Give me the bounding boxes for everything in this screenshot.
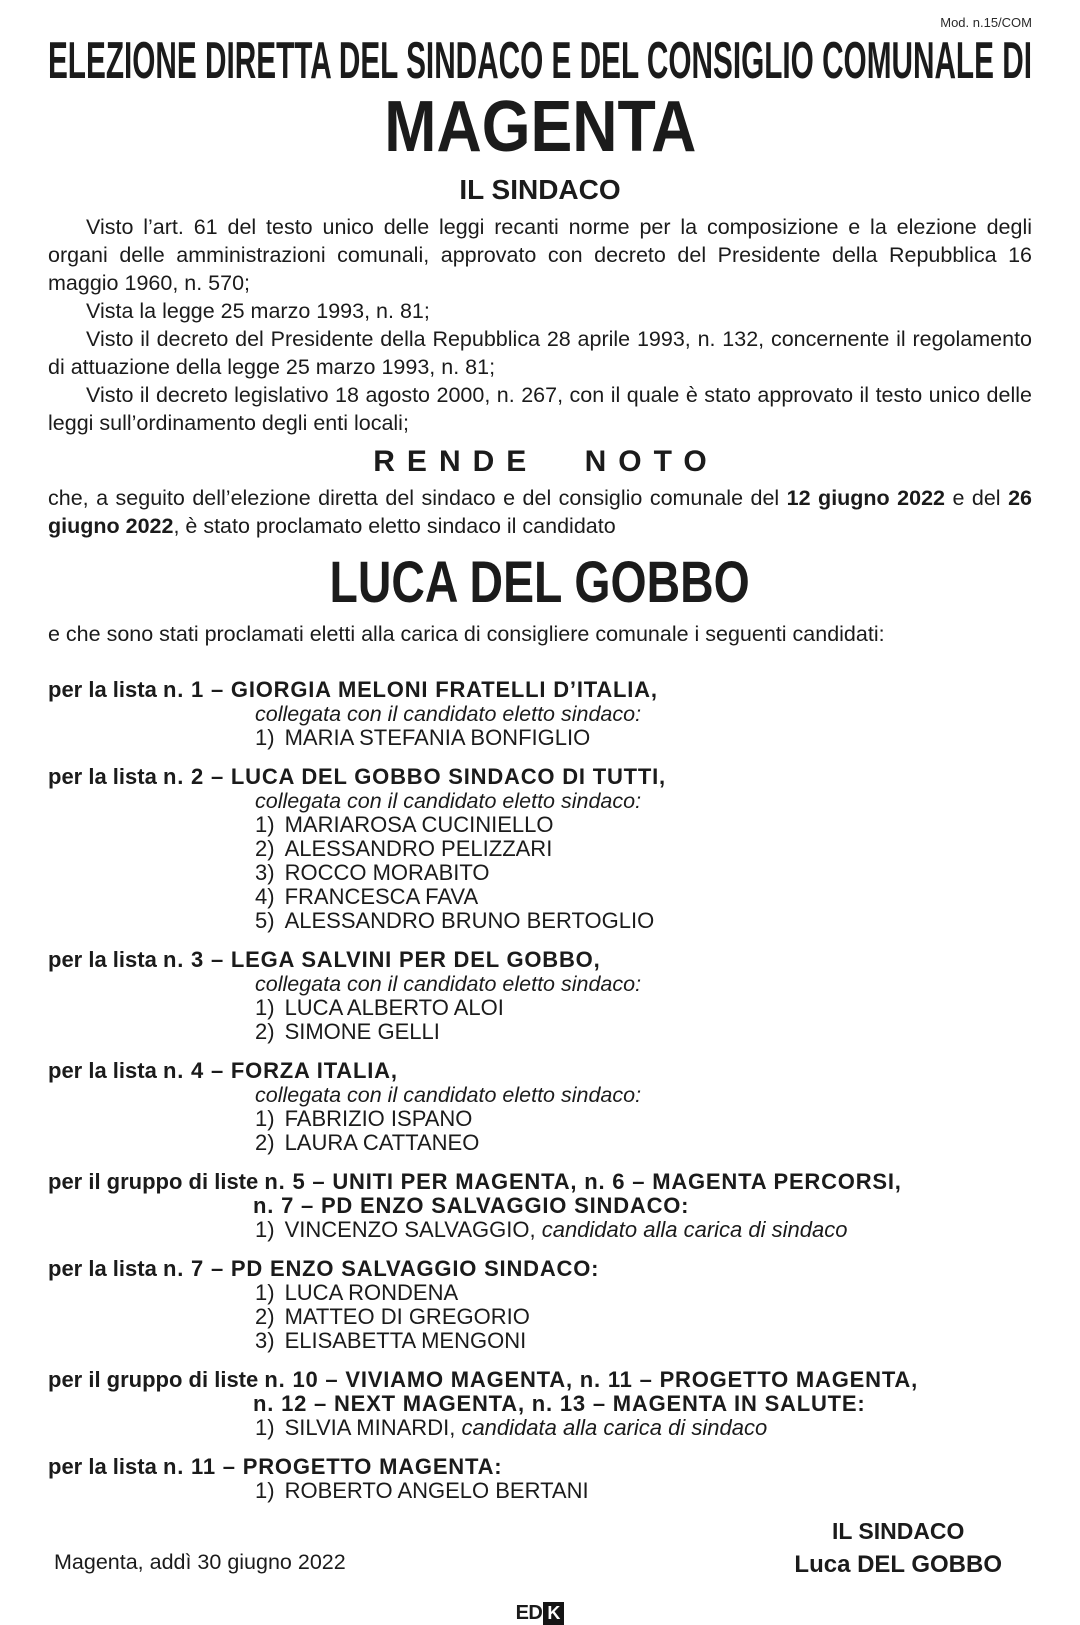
candidate-item bbox=[255, 837, 1032, 861]
list-header bbox=[48, 1455, 1032, 1479]
il-sindaco-heading: IL SINDACO bbox=[459, 173, 621, 205]
list-block bbox=[48, 1170, 1032, 1242]
candidate-item bbox=[255, 1107, 1032, 1131]
candidate-name: SILVIA MINARDI, bbox=[284, 1415, 456, 1441]
candidate-name: ALESSANDRO BRUNO BERTOGLIO bbox=[284, 908, 655, 934]
candidate-item bbox=[255, 813, 1032, 837]
list-header bbox=[48, 678, 1032, 702]
list-title: n. 11 – PROGETTO MAGENTA: bbox=[162, 1454, 503, 1480]
candidate-item bbox=[255, 909, 1032, 933]
election-date-1: 12 giugno 2022 bbox=[786, 486, 945, 511]
candidate-list bbox=[48, 1218, 1032, 1242]
candidate-list bbox=[48, 1281, 1032, 1353]
list-block bbox=[48, 678, 1032, 750]
municipality-row bbox=[48, 86, 1032, 167]
candidate-number: 1) bbox=[255, 1415, 275, 1441]
list-title: n. 10 – VIVIAMO MAGENTA, n. 11 – PROGETTO MAGENTA, bbox=[264, 1367, 919, 1393]
candidate-number: 1) bbox=[255, 1217, 275, 1243]
list-prefix: per la lista bbox=[48, 1058, 157, 1084]
elected-mayor-row bbox=[48, 550, 1032, 616]
candidate-number: 1) bbox=[255, 995, 275, 1021]
list-title: n. 2 – LUCA DEL GOBBO SINDACO DI TUTTI, bbox=[162, 764, 666, 790]
preamble-section bbox=[48, 213, 1032, 437]
list-block bbox=[48, 765, 1032, 933]
candidate-number: 1) bbox=[255, 1280, 275, 1306]
candidate-item bbox=[255, 1416, 1032, 1440]
list-header bbox=[48, 765, 1032, 789]
candidate-item bbox=[255, 1329, 1032, 1353]
list-header bbox=[48, 1059, 1032, 1083]
candidate-role-note: candidato alla carica di sindaco bbox=[541, 1217, 848, 1243]
candidate-number: 2) bbox=[255, 1019, 275, 1045]
candidate-number: 2) bbox=[255, 836, 275, 862]
list-title-line2: n. 7 – PD ENZO SALVAGGIO SINDACO: bbox=[253, 1193, 690, 1219]
list-block bbox=[48, 1368, 1032, 1440]
candidate-item bbox=[255, 726, 1032, 750]
candidate-name: VINCENZO SALVAGGIO, bbox=[284, 1217, 536, 1243]
candidate-item bbox=[255, 1020, 1032, 1044]
publisher-logo bbox=[48, 1602, 1032, 1625]
candidate-list bbox=[48, 1107, 1032, 1155]
list-prefix: per la lista bbox=[48, 764, 157, 790]
list-title: n. 4 – FORZA ITALIA, bbox=[162, 1058, 398, 1084]
list-prefix: per il gruppo di liste bbox=[48, 1367, 259, 1393]
candidate-number: 1) bbox=[255, 725, 275, 751]
list-prefix: per la lista bbox=[48, 677, 157, 703]
candidate-list bbox=[48, 1416, 1032, 1440]
candidate-name: LUCA ALBERTO ALOI bbox=[284, 995, 504, 1021]
candidate-name: LAURA CATTANEO bbox=[284, 1130, 480, 1156]
candidate-number: 2) bbox=[255, 1304, 275, 1330]
poster-title: ELEZIONE DIRETTA DEL SINDACO E DEL CONSIGLIO COMUNALE DI bbox=[48, 32, 1032, 90]
candidate-item bbox=[255, 1131, 1032, 1155]
candidate-number: 4) bbox=[255, 884, 275, 910]
publisher-logo-boxed-letter: K bbox=[543, 1602, 564, 1625]
list-header bbox=[48, 1170, 1032, 1194]
list-note: collegata con il candidato eletto sindaco: bbox=[255, 972, 642, 997]
list-prefix: per la lista bbox=[48, 1256, 157, 1282]
place-date: Magenta, addì 30 giugno 2022 bbox=[54, 1550, 346, 1575]
candidate-item bbox=[255, 885, 1032, 909]
list-header bbox=[48, 948, 1032, 972]
election-date-2: 26 giugno 2022 bbox=[48, 486, 1032, 539]
candidate-name: ROBERTO ANGELO BERTANI bbox=[284, 1478, 589, 1504]
list-block bbox=[48, 1257, 1032, 1353]
poster-title-row bbox=[48, 34, 1032, 89]
footer bbox=[48, 1518, 1032, 1596]
candidate-number: 3) bbox=[255, 860, 275, 886]
preamble-paragraph: Visto il decreto legislativo 18 agosto 2000, n. 267, con il quale è stato approvato il testo unico delle leggi sull’ordinamento degli enti locali; bbox=[48, 383, 1032, 436]
list-block bbox=[48, 1455, 1032, 1503]
candidate-role-note: candidata alla carica di sindaco bbox=[461, 1415, 768, 1441]
signature-block bbox=[794, 1514, 1002, 1582]
candidate-name: LUCA RONDENA bbox=[284, 1280, 459, 1306]
candidate-name: FRANCESCA FAVA bbox=[284, 884, 479, 910]
preamble-paragraph: Visto l’art. 61 del testo unico delle leggi recanti norme per la composizione e la elezione degli organi delle amministrazioni comunali, approvato con decreto del Presidente della Repubblica 16 maggio 1960, n. 570; bbox=[48, 215, 1032, 296]
list-note: collegata con il candidato eletto sindaco: bbox=[255, 702, 642, 727]
candidate-number: 3) bbox=[255, 1328, 275, 1354]
rende-noto-heading: RENDE NOTO bbox=[373, 445, 719, 479]
list-header bbox=[48, 1368, 1032, 1392]
list-block bbox=[48, 1059, 1032, 1155]
municipality-name: MAGENTA bbox=[383, 86, 697, 167]
candidate-list bbox=[48, 996, 1032, 1044]
candidate-item bbox=[255, 1218, 1032, 1242]
list-header bbox=[48, 1257, 1032, 1281]
proclamation-part2: e del bbox=[945, 486, 1009, 511]
candidate-number: 1) bbox=[255, 812, 275, 838]
candidate-name: MARIA STEFANIA BONFIGLIO bbox=[284, 725, 591, 751]
proclamation-part3: , è stato proclamato eletto sindaco il candidato bbox=[173, 514, 616, 539]
candidate-name: ALESSANDRO PELIZZARI bbox=[284, 836, 553, 862]
proclamation-part1: che, a seguito dell’elezione diretta del sindaco e del consiglio comunale del bbox=[48, 486, 787, 511]
form-number-label: Mod. n.15/COM bbox=[940, 15, 1032, 30]
elected-mayor-name: LUCA DEL GOBBO bbox=[329, 550, 751, 616]
proclamation-text bbox=[48, 484, 1032, 540]
candidate-name: FABRIZIO ISPANO bbox=[284, 1106, 473, 1132]
candidate-name: MATTEO DI GREGORIO bbox=[284, 1304, 530, 1330]
candidate-name: MARIAROSA CUCINIELLO bbox=[284, 812, 554, 838]
list-title: n. 3 – LEGA SALVINI PER DEL GOBBO, bbox=[162, 947, 601, 973]
councillors-intro: e che sono stati proclamati eletti alla carica di consigliere comunale i seguenti candidati: bbox=[48, 622, 885, 647]
list-title: n. 1 – GIORGIA MELONI FRATELLI D’ITALIA, bbox=[162, 677, 658, 703]
preamble-paragraph: Visto il decreto del Presidente della Repubblica 28 aprile 1993, n. 132, concernente il regolamento di attuazione della legge 25 marzo 1993, n. 81; bbox=[48, 327, 1032, 380]
candidate-number: 2) bbox=[255, 1130, 275, 1156]
candidate-item bbox=[255, 1479, 1032, 1503]
candidate-name: ROCCO MORABITO bbox=[284, 860, 490, 886]
lists-section bbox=[48, 678, 1032, 1503]
candidate-list bbox=[48, 1479, 1032, 1503]
list-title: n. 5 – UNITI PER MAGENTA, n. 6 – MAGENTA PERCORSI, bbox=[264, 1169, 902, 1195]
list-title: n. 7 – PD ENZO SALVAGGIO SINDACO: bbox=[162, 1256, 600, 1282]
publisher-logo-text: ED bbox=[515, 1602, 543, 1625]
candidate-item bbox=[255, 861, 1032, 885]
candidate-name: ELISABETTA MENGONI bbox=[284, 1328, 527, 1354]
list-prefix: per il gruppo di liste bbox=[48, 1169, 259, 1195]
list-note: collegata con il candidato eletto sindaco: bbox=[255, 789, 642, 814]
preamble-paragraph: Vista la legge 25 marzo 1993, n. 81; bbox=[86, 299, 430, 324]
candidate-item bbox=[255, 996, 1032, 1020]
candidate-number: 1) bbox=[255, 1478, 275, 1504]
candidate-item bbox=[255, 1281, 1032, 1305]
candidate-list bbox=[48, 813, 1032, 933]
signature-role: IL SINDACO bbox=[831, 1518, 965, 1545]
candidate-number: 5) bbox=[255, 908, 275, 934]
signature-name: Luca DEL GOBBO bbox=[794, 1551, 1002, 1579]
list-note: collegata con il candidato eletto sindaco: bbox=[255, 1083, 642, 1108]
candidate-list bbox=[48, 726, 1032, 750]
candidate-item bbox=[255, 1305, 1032, 1329]
list-prefix: per la lista bbox=[48, 1454, 157, 1480]
list-prefix: per la lista bbox=[48, 947, 157, 973]
list-title-line2: n. 12 – NEXT MAGENTA, n. 13 – MAGENTA IN SALUTE: bbox=[253, 1391, 866, 1417]
list-block bbox=[48, 948, 1032, 1044]
candidate-number: 1) bbox=[255, 1106, 275, 1132]
candidate-name: SIMONE GELLI bbox=[284, 1019, 440, 1045]
